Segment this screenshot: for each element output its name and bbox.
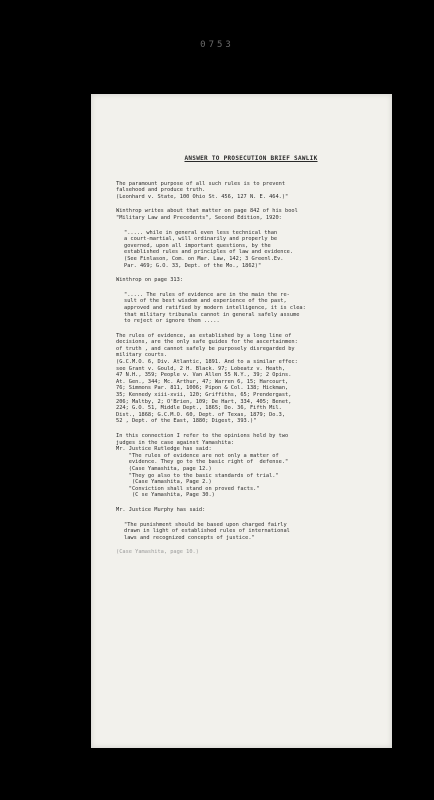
text-line: a court-martial, will ordinarily and properly be — [124, 236, 278, 243]
text-line: (Case Yamashita, page 12.) — [116, 465, 212, 472]
paragraph — [116, 181, 386, 201]
text-line: "The punishment should be based upon charged fairly — [124, 521, 287, 528]
text-line: (See Finlason, Com. on Mar. Law, 142; 3 Greenl.Ev. — [124, 255, 284, 262]
text-line: laws and recognized concepts of justice." — [124, 534, 255, 541]
paragraph — [116, 433, 386, 499]
text-line: "Military Law and Precedents", Second Edition, 1920: — [116, 214, 282, 221]
text-line: 35; Kennedy xiii-xvii, 120; Griffiths, 65; Prendergast, — [116, 392, 292, 399]
text-line: At. Gen., 344; Mc. Arthur, 47; Warren 6, 15; Harcourt, — [116, 378, 289, 385]
quoted-paragraph — [124, 522, 386, 542]
document-title: ANSWER TO PROSECUTION BRIEF SAWLIK — [184, 155, 318, 162]
text-line: 206; Maltby, 2; O'Brien, 109; De Hart, 334, 405; Benet, — [116, 398, 292, 405]
paragraph — [116, 333, 386, 425]
text-line: Dist., 1868; G.C.M.O. 60, Dept. of Texas, 1879; Do.3, — [116, 411, 286, 418]
paragraph — [116, 507, 386, 514]
text-line: of truth , and cannot safely be purposely disregarded by — [116, 345, 295, 352]
quoted-paragraph — [124, 292, 386, 325]
document-body — [116, 156, 386, 564]
text-line: sult of the best wisdom and experience of the past, — [124, 298, 287, 305]
text-line: 224; G.O. 51, Middle Dept., 1865; Do. 36, Fifth Mil. — [116, 405, 282, 412]
text-line: governed, upon all important questions, by the — [124, 242, 271, 249]
text-line: Mr. Justice Rutledge has said: — [116, 446, 212, 453]
paragraph — [116, 208, 386, 221]
frame-number: 0753 — [200, 40, 234, 50]
document-page — [91, 94, 392, 748]
text-line: Mr. Justice Murphy has said: — [116, 506, 206, 513]
text-line: judges in the case against Yamashita: — [116, 439, 234, 446]
text-line: evidence. They go to the basic right of defense." — [116, 459, 289, 466]
text-line: "The rules of evidence are not only a matter of — [116, 452, 279, 459]
quoted-paragraph — [124, 230, 386, 270]
text-line: In this connection I refer to the opinions held by two — [116, 433, 289, 439]
text-line: "..... The rules of evidence are in the main the re- — [124, 291, 290, 298]
text-line: drawn in light of established rules of international — [124, 528, 290, 535]
text-line: decisions, are the only safe guides for the ascertainmen: — [116, 339, 298, 346]
text-line: (Case Yamashita, Page 2.) — [116, 479, 212, 486]
text-line: established rules and principles of law and evidence. — [124, 249, 294, 256]
text-line: 47 N.H., 359; People v. Van Allen 55 N.Y., 39; 2 Opins. — [116, 372, 292, 379]
text-line: 52 , Dept. of the East, 1880; Digest, 393.)" — [116, 418, 257, 425]
text-line: military courts. — [116, 352, 168, 359]
text-line: Winthrop on page 313: — [116, 277, 183, 284]
text-line: falsehood and produce truth. — [116, 187, 206, 194]
paragraph — [116, 277, 386, 284]
faded-footer-citation: (Case Yamashita, page 10.) — [116, 549, 199, 556]
text-line: (G.C.M.O. 6, Div. Atlantic, 1891. And to a similar effec: — [116, 359, 298, 366]
text-line: (Leonhard v. State, 100 Ohio St. 456, 127 N. E. 464.)" — [116, 193, 289, 200]
text-line: Par. 469; G.O. 33, Dept. of the Mo., 1862)" — [124, 262, 262, 269]
text-line: "..... while in general even less technical than — [124, 229, 278, 236]
text-line: approved and ratified by modern intelligence, it is clea: — [124, 304, 306, 311]
text-line: to reject or ignore them ..... — [124, 318, 220, 325]
text-line: (C se Yamashita, Page 30.) — [116, 492, 215, 499]
text-line: The paramount purpose of all such rules is to prevent — [116, 180, 286, 187]
text-line: "Conviction shall stand on proved facts." — [116, 485, 260, 492]
text-line: that military tribunals cannot in general safely assume — [124, 311, 300, 318]
text-line: 76; Simmons Par. 811, 1006; Pipon & Col. 138; Hickman, — [116, 385, 289, 392]
text-line: Winthrop writes about that matter on page 842 of his bool — [116, 208, 298, 215]
text-line: "They go also to the basic standards of trial." — [116, 472, 279, 479]
text-line: The rules of evidence, as established by a long line of — [116, 332, 292, 339]
paragraph-list — [116, 181, 386, 542]
text-line: see Grant v. Gould, 2 H. Black. 97; Lobeatz v. Heath, — [116, 365, 286, 372]
